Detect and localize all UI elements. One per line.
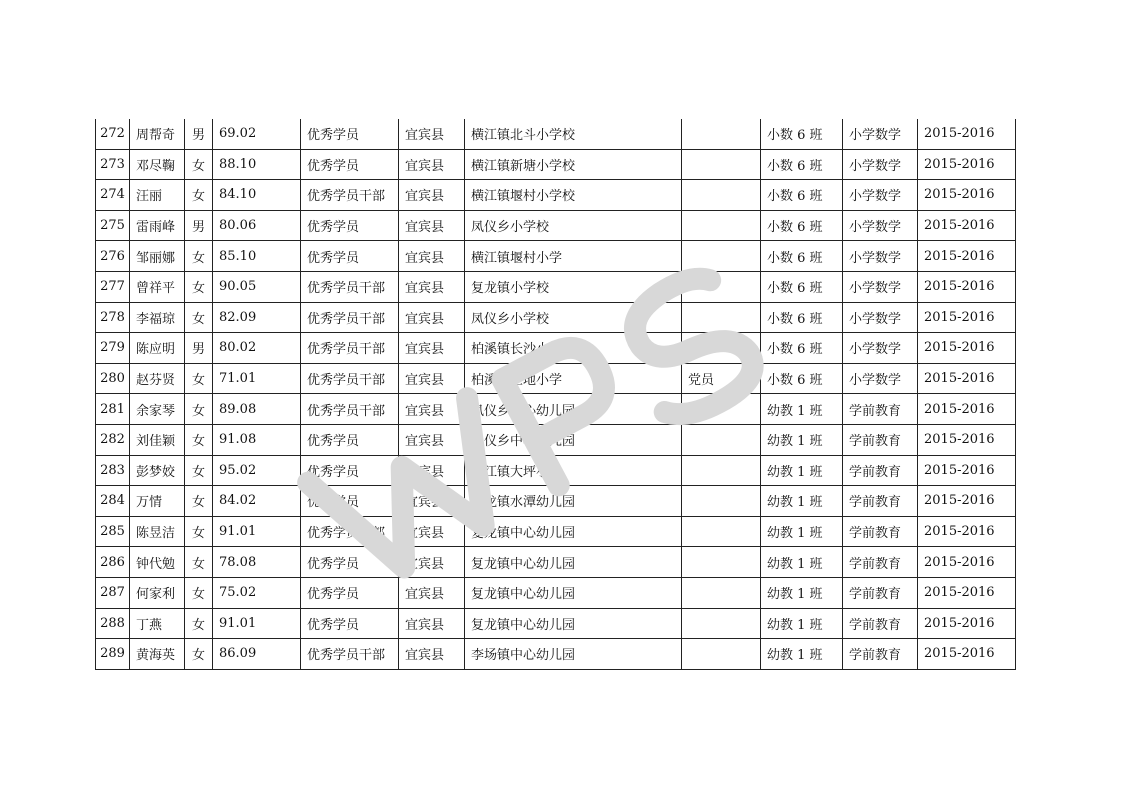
cell-score: 75.02 [213,577,301,608]
table-row [96,180,1016,211]
cell-school-year: 2015-2016 [918,394,1016,425]
cell-name: 余家琴 [130,394,185,425]
cell-school: 复龙镇中心幼儿园 [465,577,682,608]
cell-class: 小数 6 班 [761,363,843,394]
cell-school-year: 2015-2016 [918,119,1016,149]
cell-subject: 学前教育 [843,516,918,547]
cell-class: 小数 6 班 [761,149,843,180]
cell-school: 复龙镇中心幼儿园 [465,516,682,547]
cell-score: 89.08 [213,394,301,425]
cell-seq-no: 289 [96,639,130,670]
cell-award: 优秀学员干部 [301,639,399,670]
cell-award: 优秀学员干部 [301,302,399,333]
cell-class: 幼教 1 班 [761,547,843,578]
cell-award: 优秀学员干部 [301,180,399,211]
cell-political-status [682,608,761,639]
cell-county: 宜宾县 [399,363,465,394]
table-row [96,302,1016,333]
table-row [96,608,1016,639]
cell-gender: 女 [185,455,213,486]
cell-county: 宜宾县 [399,455,465,486]
cell-seq-no: 279 [96,333,130,364]
table-row [96,333,1016,364]
cell-gender: 女 [185,486,213,517]
cell-county: 宜宾县 [399,486,465,517]
table-row [96,486,1016,517]
cell-subject: 学前教育 [843,608,918,639]
cell-subject: 学前教育 [843,424,918,455]
cell-subject: 小学数学 [843,210,918,241]
cell-school-year: 2015-2016 [918,486,1016,517]
cell-award: 优秀学员干部 [301,271,399,302]
cell-seq-no: 273 [96,149,130,180]
table-row [96,241,1016,272]
cell-class: 幼教 1 班 [761,516,843,547]
cell-subject: 小学数学 [843,119,918,149]
cell-award: 优秀学员干部 [301,394,399,425]
cell-score: 88.10 [213,149,301,180]
table-row [96,424,1016,455]
cell-score: 80.02 [213,333,301,364]
cell-school: 凤仪乡中心幼儿园 [465,424,682,455]
cell-school: 横江镇新塘小学校 [465,149,682,180]
cell-school: 双龙镇水潭幼儿园 [465,486,682,517]
cell-school: 柏溪镇长沙小学 [465,333,682,364]
cell-score: 84.10 [213,180,301,211]
cell-subject: 小学数学 [843,149,918,180]
cell-subject: 学前教育 [843,394,918,425]
cell-gender: 女 [185,608,213,639]
cell-award: 优秀学员 [301,119,399,149]
cell-gender: 男 [185,333,213,364]
cell-county: 宜宾县 [399,119,465,149]
cell-school-year: 2015-2016 [918,547,1016,578]
cell-school: 横江镇北斗小学校 [465,119,682,149]
table-row [96,455,1016,486]
cell-score: 85.10 [213,241,301,272]
cell-school: 横江镇堰村小学校 [465,180,682,211]
cell-political-status [682,547,761,578]
cell-county: 宜宾县 [399,424,465,455]
cell-name: 何家利 [130,577,185,608]
cell-score: 91.01 [213,516,301,547]
cell-political-status [682,394,761,425]
cell-gender: 女 [185,424,213,455]
cell-county: 宜宾县 [399,577,465,608]
cell-class: 小数 6 班 [761,271,843,302]
cell-subject: 小学数学 [843,180,918,211]
cell-gender: 女 [185,241,213,272]
cell-school: 横江镇大坪小学 [465,455,682,486]
cell-school-year: 2015-2016 [918,363,1016,394]
cell-seq-no: 275 [96,210,130,241]
cell-award: 优秀学员 [301,455,399,486]
cell-school-year: 2015-2016 [918,180,1016,211]
cell-name: 邹丽娜 [130,241,185,272]
cell-school: 凤仪乡中心幼儿园 [465,394,682,425]
cell-class: 小数 6 班 [761,210,843,241]
cell-school-year: 2015-2016 [918,271,1016,302]
cell-seq-no: 286 [96,547,130,578]
cell-school-year: 2015-2016 [918,577,1016,608]
cell-seq-no: 283 [96,455,130,486]
cell-award: 优秀学员干部 [301,516,399,547]
cell-name: 雷雨峰 [130,210,185,241]
cell-political-status [682,180,761,211]
cell-political-status [682,271,761,302]
cell-school: 柏溪镇土地小学 [465,363,682,394]
cell-county: 宜宾县 [399,516,465,547]
cell-award: 优秀学员干部 [301,333,399,364]
cell-name: 曾祥平 [130,271,185,302]
table-row [96,547,1016,578]
cell-seq-no: 284 [96,486,130,517]
cell-school-year: 2015-2016 [918,149,1016,180]
cell-school-year: 2015-2016 [918,302,1016,333]
cell-gender: 男 [185,119,213,149]
cell-award: 优秀学员 [301,547,399,578]
cell-gender: 男 [185,210,213,241]
cell-subject: 学前教育 [843,486,918,517]
cell-score: 69.02 [213,119,301,149]
cell-seq-no: 274 [96,180,130,211]
cell-name: 周帮奇 [130,119,185,149]
cell-seq-no: 282 [96,424,130,455]
cell-class: 幼教 1 班 [761,486,843,517]
cell-class: 幼教 1 班 [761,394,843,425]
cell-school-year: 2015-2016 [918,333,1016,364]
cell-score: 71.01 [213,363,301,394]
cell-political-status [682,455,761,486]
cell-class: 小数 6 班 [761,302,843,333]
cell-county: 宜宾县 [399,639,465,670]
cell-county: 宜宾县 [399,180,465,211]
cell-seq-no: 280 [96,363,130,394]
cell-name: 丁燕 [130,608,185,639]
cell-name: 万情 [130,486,185,517]
table-row [96,394,1016,425]
cell-name: 汪丽 [130,180,185,211]
cell-school: 横江镇堰村小学 [465,241,682,272]
cell-school-year: 2015-2016 [918,455,1016,486]
cell-seq-no: 287 [96,577,130,608]
cell-award: 优秀学员 [301,577,399,608]
cell-school-year: 2015-2016 [918,608,1016,639]
cell-county: 宜宾县 [399,241,465,272]
cell-score: 78.08 [213,547,301,578]
cell-gender: 女 [185,547,213,578]
table-row [96,363,1016,394]
cell-score: 91.08 [213,424,301,455]
table-row [96,271,1016,302]
cell-class: 幼教 1 班 [761,455,843,486]
cell-award: 优秀学员 [301,149,399,180]
cell-name: 刘佳颖 [130,424,185,455]
table-row [96,119,1016,149]
cell-gender: 女 [185,394,213,425]
cell-gender: 女 [185,180,213,211]
cell-seq-no: 272 [96,119,130,149]
cell-political-status [682,241,761,272]
cell-political-status [682,486,761,517]
cell-gender: 女 [185,516,213,547]
table-row [96,516,1016,547]
cell-gender: 女 [185,302,213,333]
cell-political-status [682,516,761,547]
cell-award: 优秀学员干部 [301,363,399,394]
cell-name: 彭梦姣 [130,455,185,486]
cell-award: 优秀学员 [301,210,399,241]
cell-county: 宜宾县 [399,210,465,241]
cell-class: 幼教 1 班 [761,424,843,455]
cell-school: 凤仪乡小学校 [465,302,682,333]
table-row [96,639,1016,670]
cell-class: 幼教 1 班 [761,577,843,608]
cell-county: 宜宾县 [399,333,465,364]
cell-subject: 小学数学 [843,302,918,333]
cell-score: 91.01 [213,608,301,639]
cell-political-status [682,119,761,149]
cell-name: 陈应明 [130,333,185,364]
cell-school-year: 2015-2016 [918,241,1016,272]
cell-seq-no: 285 [96,516,130,547]
cell-class: 小数 6 班 [761,180,843,211]
cell-school: 复龙镇小学校 [465,271,682,302]
awards-table-container [95,119,1016,670]
cell-subject: 小学数学 [843,333,918,364]
cell-school: 复龙镇中心幼儿园 [465,547,682,578]
cell-subject: 学前教育 [843,577,918,608]
cell-political-status [682,210,761,241]
cell-political-status [682,333,761,364]
cell-score: 90.05 [213,271,301,302]
cell-subject: 学前教育 [843,455,918,486]
cell-gender: 女 [185,577,213,608]
cell-subject: 小学数学 [843,363,918,394]
cell-county: 宜宾县 [399,608,465,639]
cell-school: 李场镇中心幼儿园 [465,639,682,670]
cell-class: 幼教 1 班 [761,608,843,639]
cell-subject: 小学数学 [843,271,918,302]
cell-award: 优秀学员 [301,424,399,455]
cell-class: 小数 6 班 [761,333,843,364]
cell-seq-no: 278 [96,302,130,333]
cell-school-year: 2015-2016 [918,424,1016,455]
cell-name: 赵芬贤 [130,363,185,394]
cell-score: 95.02 [213,455,301,486]
cell-gender: 女 [185,271,213,302]
cell-seq-no: 277 [96,271,130,302]
cell-political-status [682,639,761,670]
awards-table [95,119,1016,670]
cell-county: 宜宾县 [399,547,465,578]
cell-subject: 小学数学 [843,241,918,272]
cell-county: 宜宾县 [399,394,465,425]
cell-school-year: 2015-2016 [918,639,1016,670]
cell-school: 凤仪乡小学校 [465,210,682,241]
cell-county: 宜宾县 [399,149,465,180]
cell-county: 宜宾县 [399,271,465,302]
cell-seq-no: 281 [96,394,130,425]
cell-name: 邓尽鞠 [130,149,185,180]
cell-score: 80.06 [213,210,301,241]
cell-seq-no: 276 [96,241,130,272]
cell-political-status [682,149,761,180]
table-row [96,149,1016,180]
cell-name: 李福琼 [130,302,185,333]
cell-award: 优秀学员 [301,241,399,272]
table-row [96,210,1016,241]
cell-school-year: 2015-2016 [918,210,1016,241]
cell-political-status [682,577,761,608]
cell-seq-no: 288 [96,608,130,639]
cell-name: 黄海英 [130,639,185,670]
cell-score: 82.09 [213,302,301,333]
cell-award: 优秀学员 [301,486,399,517]
cell-gender: 女 [185,639,213,670]
cell-score: 86.09 [213,639,301,670]
table-body [96,119,1016,669]
cell-class: 小数 6 班 [761,241,843,272]
cell-school-year: 2015-2016 [918,516,1016,547]
cell-score: 84.02 [213,486,301,517]
cell-name: 钟代勉 [130,547,185,578]
cell-name: 陈昱洁 [130,516,185,547]
cell-gender: 女 [185,149,213,180]
cell-school: 复龙镇中心幼儿园 [465,608,682,639]
cell-class: 小数 6 班 [761,119,843,149]
cell-gender: 女 [185,363,213,394]
cell-county: 宜宾县 [399,302,465,333]
cell-award: 优秀学员 [301,608,399,639]
cell-class: 幼教 1 班 [761,639,843,670]
cell-political-status [682,302,761,333]
cell-subject: 学前教育 [843,547,918,578]
cell-political-status: 党员 [682,363,761,394]
cell-political-status [682,424,761,455]
cell-subject: 学前教育 [843,639,918,670]
table-row [96,577,1016,608]
